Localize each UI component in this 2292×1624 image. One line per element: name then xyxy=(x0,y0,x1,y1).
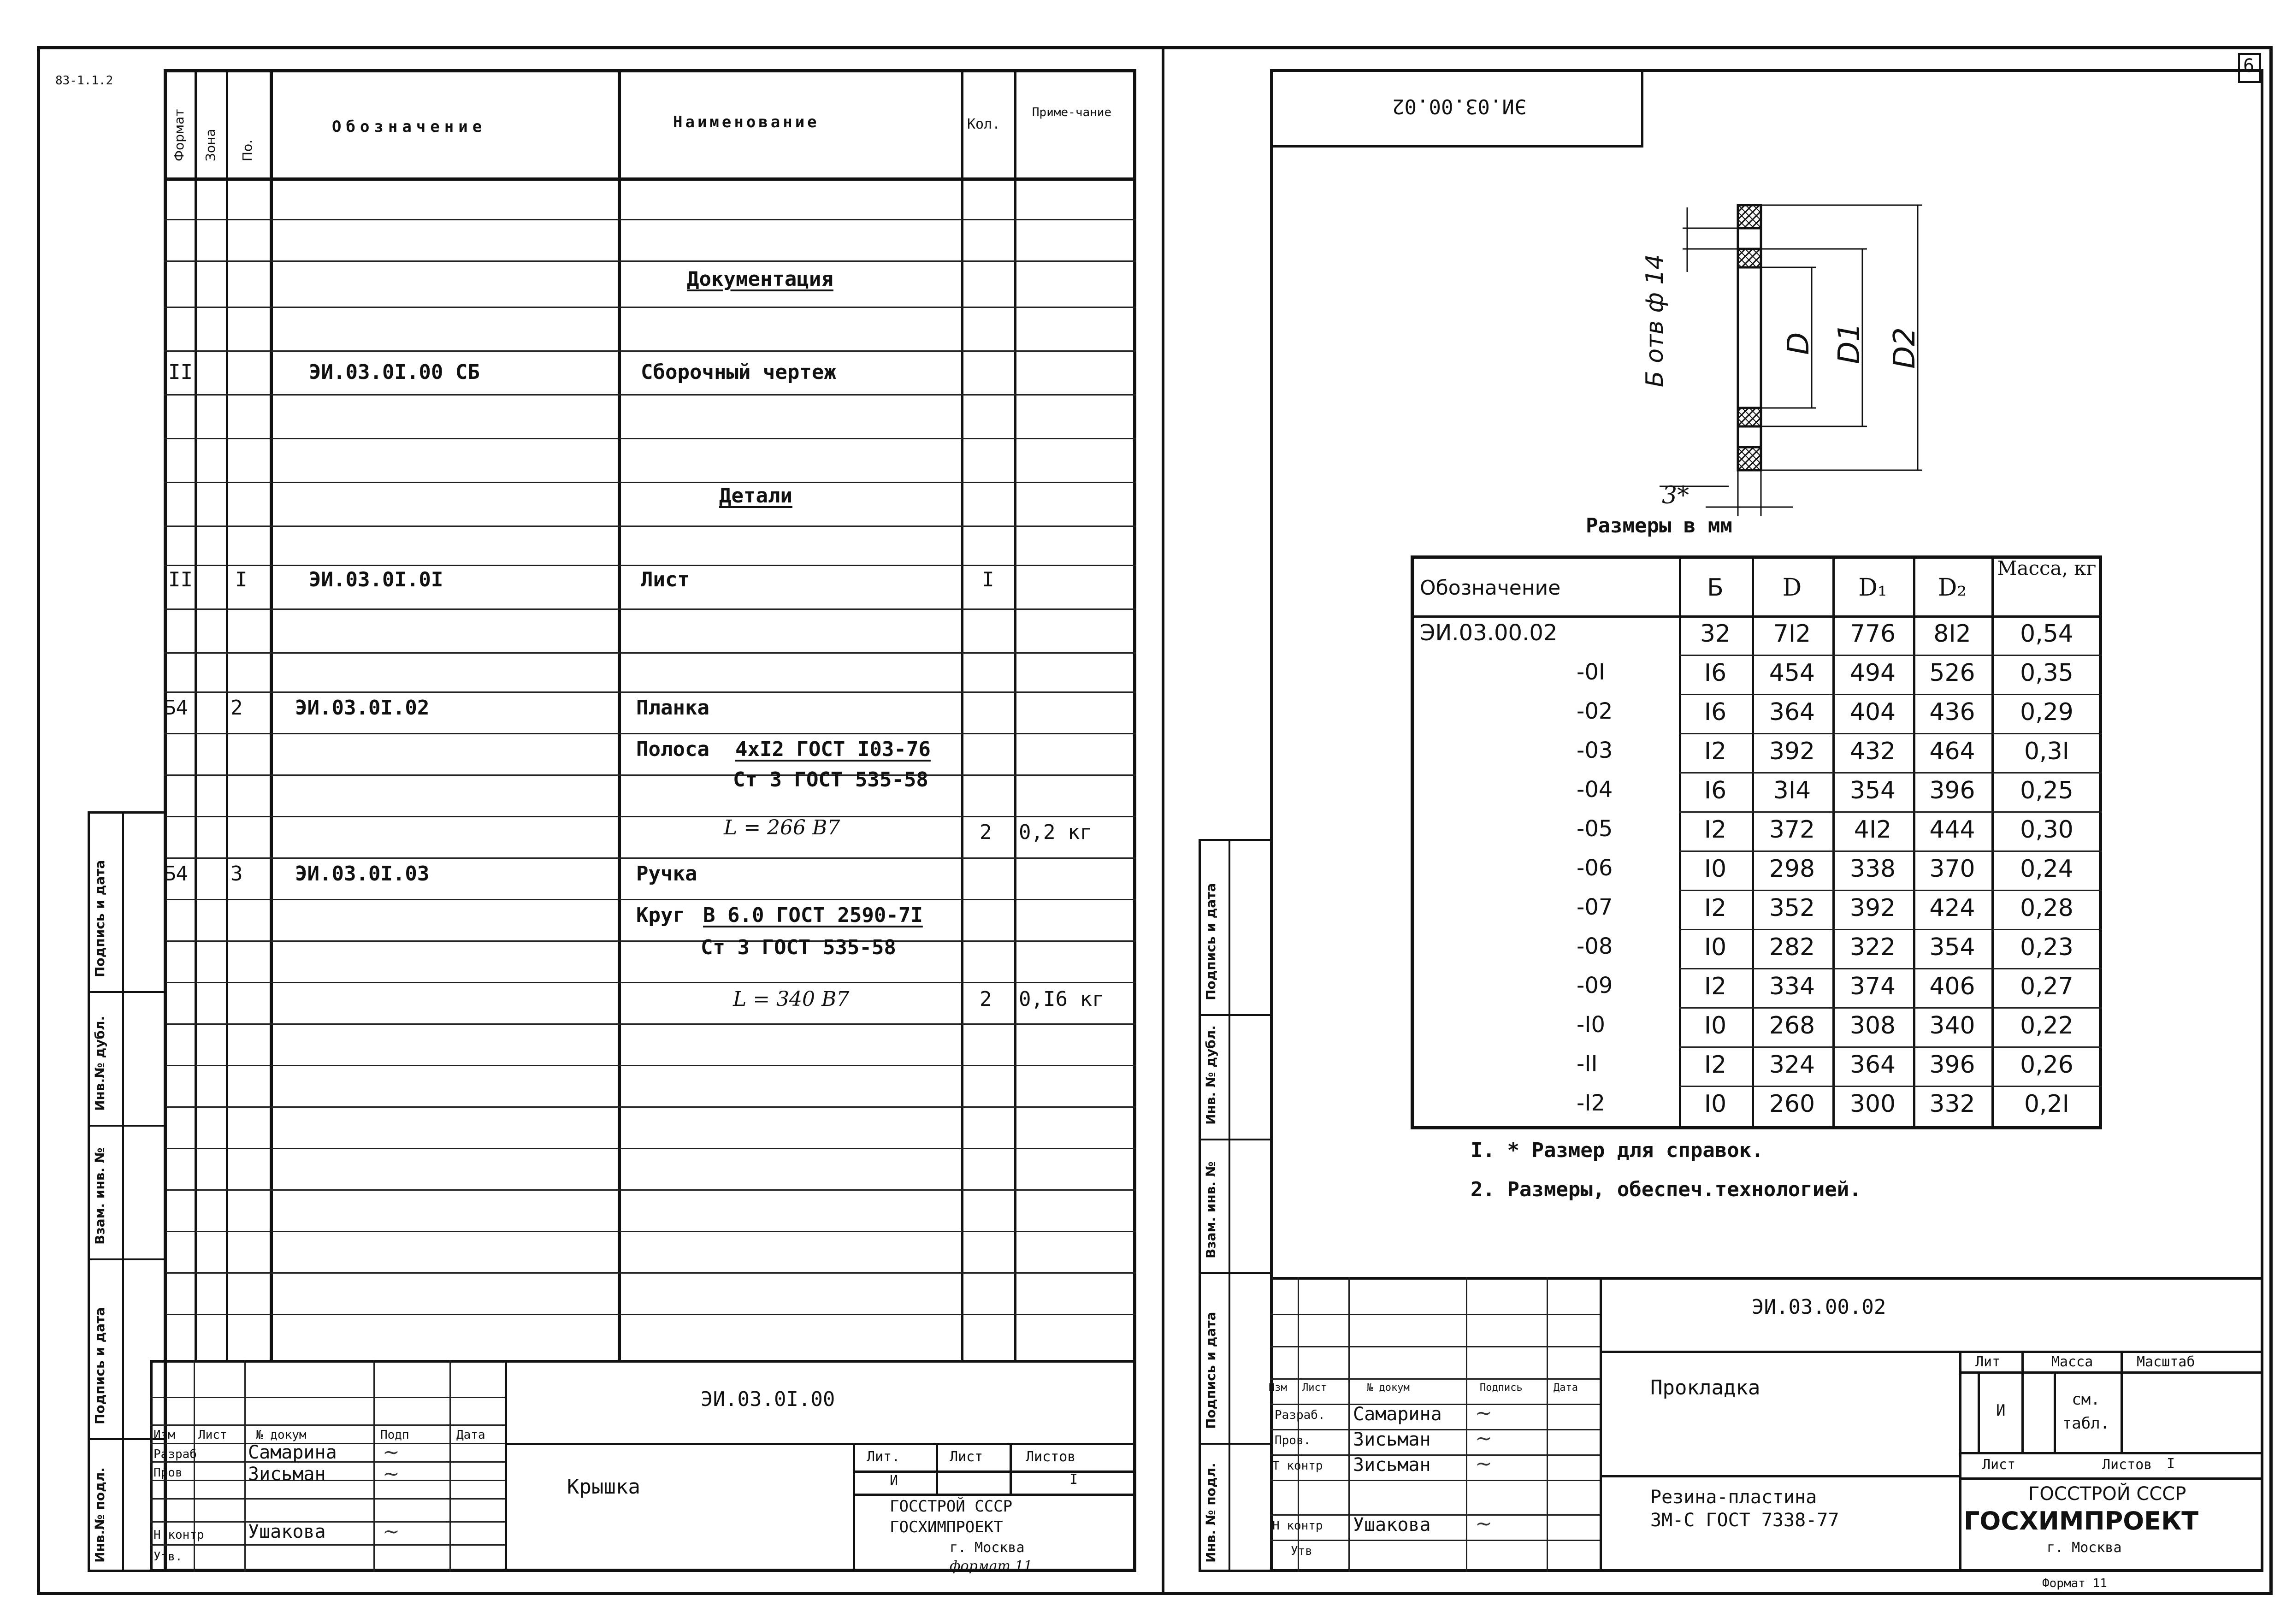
tb-sheets: Листов xyxy=(2102,1457,2152,1473)
tb-header: Лист xyxy=(198,1428,227,1442)
tb-person: Ушакова xyxy=(248,1521,326,1542)
signature-icon: ~ xyxy=(1475,1427,1492,1450)
tr-mass: 0,22 xyxy=(2020,1012,2073,1039)
row-line xyxy=(1679,772,2102,774)
row-pos: 3 xyxy=(230,862,243,886)
row-line xyxy=(1679,694,2102,695)
tb-line xyxy=(449,1360,451,1572)
col-line xyxy=(226,69,228,1360)
signature-icon: ~ xyxy=(1475,1401,1492,1425)
row-qty: 2 xyxy=(980,987,992,1011)
tb-line xyxy=(853,1494,1136,1496)
length-spec: L = 266 В7 xyxy=(724,816,840,839)
side-label: Подпись и дата xyxy=(92,1307,107,1424)
tr-d: 282 xyxy=(1769,933,1815,961)
tb-line xyxy=(2021,1351,2024,1452)
tr-designation: -05 xyxy=(1577,816,1613,842)
mirrored-code: ЭИ.03.00.02 xyxy=(1392,94,1527,118)
tr-d1: 494 xyxy=(1849,659,1896,687)
tb-org1: ГОССТРОЙ СССР xyxy=(890,1497,1013,1516)
row-format: Б4 xyxy=(164,696,188,720)
th-d2: D₂ xyxy=(1938,574,1967,602)
tb-header: Лист xyxy=(1302,1382,1327,1394)
tb-role: Утв. xyxy=(154,1550,183,1564)
tb-line xyxy=(1270,1514,1600,1516)
section-details: Детали xyxy=(719,484,792,508)
tb-line xyxy=(1959,1371,2263,1374)
tb-person: Зисьман xyxy=(1353,1429,1431,1450)
header-pos: По. xyxy=(240,139,255,161)
tr-mass: 0,54 xyxy=(2020,620,2073,648)
tb-role: Утв xyxy=(1291,1544,1312,1558)
row-name: Лист xyxy=(641,568,690,591)
dimension-lines xyxy=(1660,205,1922,516)
tb-org2: ГОСХИМПРОЕКТ xyxy=(890,1518,1003,1536)
tr-d2: 332 xyxy=(1929,1090,1975,1118)
tr-mass: 0,25 xyxy=(2020,777,2073,804)
tb-mass: Масса xyxy=(2051,1354,2093,1370)
tr-d: 372 xyxy=(1769,816,1815,844)
tr-d: 268 xyxy=(1769,1012,1815,1039)
side-label: Инв.№ подл. xyxy=(92,1467,107,1563)
tr-b: I0 xyxy=(1704,933,1727,961)
tb-header: № докум xyxy=(256,1428,307,1442)
side-strip-line xyxy=(1199,1139,1272,1140)
tb-code: ЭИ.03.00.02 xyxy=(1752,1295,1886,1319)
tr-b: I2 xyxy=(1704,973,1727,1000)
tb-person: Самарина xyxy=(1353,1404,1442,1425)
tb-person: Зисьман xyxy=(1353,1454,1431,1476)
note-1: I. * Размер для справок. xyxy=(1471,1139,1764,1162)
tr-mass: 0,3I xyxy=(2024,738,2070,765)
header-note: Приме-чание xyxy=(1032,106,1112,119)
gasket-body xyxy=(1738,205,1761,470)
tr-d2: 396 xyxy=(1929,1051,1975,1079)
tb-role: Н контр xyxy=(154,1528,204,1542)
tr-b: I6 xyxy=(1704,698,1727,726)
row-qty: I xyxy=(982,568,994,591)
side-strip-line xyxy=(122,811,124,1572)
tr-d2: 464 xyxy=(1929,738,1975,765)
row-note: 0,2 кг xyxy=(1019,821,1092,844)
tb-line xyxy=(2054,1371,2056,1452)
row-line xyxy=(1679,1046,2102,1048)
tr-designation: -03 xyxy=(1577,738,1613,763)
tb-line xyxy=(150,1544,505,1546)
signature-icon: ~ xyxy=(383,1462,400,1486)
tr-d2: 370 xyxy=(1929,855,1975,883)
tb-org2: ГОСХИМПРОЕКТ xyxy=(1964,1506,2199,1535)
tr-d2: 8I2 xyxy=(1933,620,1971,648)
tb-line xyxy=(1270,1454,1600,1456)
row-line xyxy=(1679,929,2102,930)
tb-line xyxy=(244,1360,246,1572)
tr-d: 392 xyxy=(1769,738,1815,765)
side-label: Инв. № подл. xyxy=(1203,1463,1218,1563)
tb-city: г. Москва xyxy=(950,1540,1025,1556)
header-designation: Обозначение xyxy=(332,118,487,136)
row-name: Сборочный чертеж xyxy=(641,360,836,384)
tr-d1: 300 xyxy=(1849,1090,1896,1118)
row-line xyxy=(1679,733,2102,734)
tb-role: Н контр xyxy=(1272,1519,1323,1533)
tb-mass-value: см. табл. xyxy=(2062,1390,2110,1433)
col-line xyxy=(195,69,197,1360)
row-format: II xyxy=(168,360,193,384)
tr-d: 7I2 xyxy=(1773,620,1811,648)
tr-d1: 338 xyxy=(1849,855,1896,883)
tb-role: Т контр xyxy=(1272,1459,1323,1473)
tr-d2: 354 xyxy=(1929,933,1975,961)
header-bottom-line xyxy=(164,177,1136,181)
tb-line xyxy=(1270,1378,1600,1380)
tb-line xyxy=(1270,1540,1600,1541)
header-name: Наименование xyxy=(673,113,820,131)
tb-line xyxy=(1600,1475,1959,1477)
tr-d: 298 xyxy=(1769,855,1815,883)
tr-designation: -I0 xyxy=(1577,1012,1606,1038)
material-spec: В 6.0 ГОСТ 2590-7I xyxy=(703,904,923,927)
tb-header: Изм xyxy=(1269,1382,1287,1394)
tr-mass: 0,2I xyxy=(2024,1090,2070,1118)
tr-designation: -08 xyxy=(1577,933,1613,959)
side-label: Подпись и дата xyxy=(92,860,107,977)
tb-lit: Лит xyxy=(1975,1354,2001,1370)
th-b: Б xyxy=(1707,574,1724,602)
row-format: Б4 xyxy=(164,862,188,886)
material-grade: Ст 3 ГОСТ 535-58 xyxy=(701,936,896,959)
tb-lit: Лит. xyxy=(867,1449,900,1465)
tb-scale: Масштаб xyxy=(2137,1354,2195,1370)
tr-b: 32 xyxy=(1700,620,1731,648)
dim-d2: D2 xyxy=(1888,327,1922,369)
tb-line xyxy=(1959,1477,2263,1480)
header-format: Формат xyxy=(171,109,187,161)
tb-line xyxy=(936,1443,938,1494)
tr-mass: 0,29 xyxy=(2020,698,2073,726)
tb-line xyxy=(1959,1351,1961,1572)
tr-d2: 340 xyxy=(1929,1012,1975,1039)
row-designation: ЭИ.03.0I.02 xyxy=(295,696,430,720)
header-qty: Кол. xyxy=(967,116,1001,132)
tr-designation: -07 xyxy=(1577,894,1613,920)
tr-b: I0 xyxy=(1704,1012,1727,1039)
tr-designation: -04 xyxy=(1577,777,1613,803)
tb-header: Дата xyxy=(456,1428,485,1442)
signature-icon: ~ xyxy=(383,1441,400,1464)
side-strip-line xyxy=(1229,839,1230,1572)
tb-person: Ушакова xyxy=(1353,1514,1431,1535)
tb-sheet: Лист xyxy=(950,1449,983,1465)
tr-d2: 436 xyxy=(1929,698,1975,726)
tr-designation: -09 xyxy=(1577,973,1613,998)
tb-line xyxy=(1270,1346,1600,1347)
row-line xyxy=(1679,890,2102,891)
dim-thickness: 3* xyxy=(1662,482,1689,509)
th-mass: Масса, кг xyxy=(1997,557,2097,579)
note-2: 2. Размеры, обеспеч.технологией. xyxy=(1471,1178,1861,1201)
corner-mark: 83-1.1.2 xyxy=(55,74,113,88)
row-pos: I xyxy=(235,568,248,591)
tr-d: 352 xyxy=(1769,894,1815,922)
tb-line xyxy=(150,1480,505,1481)
tr-mass: 0,28 xyxy=(2020,894,2073,922)
page-number: 6 xyxy=(2243,55,2255,77)
tr-b: I2 xyxy=(1704,894,1727,922)
col-line xyxy=(618,69,621,1360)
tr-b: I2 xyxy=(1704,816,1727,844)
tr-mass: 0,35 xyxy=(2020,659,2073,687)
tb-line xyxy=(150,1424,505,1426)
tb-code: ЭИ.03.0I.00 xyxy=(701,1388,835,1411)
tr-b: I6 xyxy=(1704,777,1727,804)
tb-header: № докум xyxy=(1367,1382,1410,1394)
tb-format-note: Формат 11 xyxy=(2042,1577,2107,1590)
col-line xyxy=(961,69,963,1360)
row-designation: ЭИ.03.0I.00 СБ xyxy=(309,360,480,384)
tb-role: Пров xyxy=(154,1466,183,1480)
units-note: Размеры в мм xyxy=(1586,514,1732,537)
side-label: Взам. инв. № xyxy=(92,1147,107,1245)
tb-material-1: Резина-пластина xyxy=(1650,1487,1817,1508)
tb-line xyxy=(2121,1351,2123,1452)
tr-d1: 308 xyxy=(1849,1012,1896,1039)
material-name: Полоса xyxy=(636,738,709,761)
tb-line xyxy=(505,1443,1136,1445)
tb-line xyxy=(1270,1314,1600,1315)
tr-d2: 444 xyxy=(1929,816,1975,844)
tb-line xyxy=(1270,1429,1600,1430)
tr-d: 324 xyxy=(1769,1051,1815,1079)
sheet-divider xyxy=(1162,46,1164,1595)
row-line xyxy=(1679,968,2102,969)
row-line xyxy=(1411,615,2102,618)
tb-line xyxy=(1547,1277,1548,1572)
tr-d: 454 xyxy=(1769,659,1815,687)
tb-top-line xyxy=(1270,1277,2263,1280)
tb-line xyxy=(150,1498,505,1500)
col-line xyxy=(270,69,273,1360)
dim-d1: D1 xyxy=(1832,323,1867,364)
tr-designation: ЭИ.03.00.02 xyxy=(1420,620,1558,646)
tr-mass: 0,26 xyxy=(2020,1051,2073,1079)
tr-designation: -I2 xyxy=(1577,1090,1606,1116)
tr-d1: 432 xyxy=(1849,738,1896,765)
tr-d: 3I4 xyxy=(1773,777,1811,804)
tb-header: Изм xyxy=(154,1428,175,1442)
signature-icon: ~ xyxy=(383,1520,400,1543)
tr-b: I6 xyxy=(1704,659,1727,687)
tb-line xyxy=(1978,1371,1980,1452)
tr-designation: -0I xyxy=(1577,659,1606,685)
tb-line xyxy=(1600,1277,1602,1572)
tr-d: 260 xyxy=(1769,1090,1815,1118)
side-label: Инв. № дубл. xyxy=(1203,1025,1218,1125)
row-line xyxy=(1679,1007,2102,1009)
tb-person: Зисьман xyxy=(248,1464,326,1485)
tb-format-note: формат 11 xyxy=(950,1558,1033,1574)
tr-d: 364 xyxy=(1769,698,1815,726)
tr-designation: -02 xyxy=(1577,698,1613,724)
side-strip-line xyxy=(1199,1014,1272,1016)
header-zone: Зона xyxy=(203,129,218,161)
tr-designation: -06 xyxy=(1577,855,1613,881)
tr-d1: 392 xyxy=(1849,894,1896,922)
row-qty: 2 xyxy=(980,821,992,844)
tr-d1: 776 xyxy=(1849,620,1896,648)
tb-sheets-value: I xyxy=(2167,1456,2175,1472)
tb-sheet: Лист xyxy=(1982,1457,2016,1473)
tr-b: I0 xyxy=(1704,1090,1727,1118)
side-strip-line xyxy=(88,991,166,993)
tr-d1: 354 xyxy=(1849,777,1896,804)
row-designation: ЭИ.03.0I.0I xyxy=(309,568,443,591)
row-line xyxy=(1679,850,2102,852)
row-designation: ЭИ.03.0I.03 xyxy=(295,862,430,886)
side-label: Взам. инв. № xyxy=(1203,1161,1218,1258)
length-spec: L = 340 В7 xyxy=(733,987,850,1011)
tb-line xyxy=(150,1521,505,1523)
row-name: Ручка xyxy=(636,862,697,886)
signature-icon: ~ xyxy=(1475,1452,1492,1476)
row-line xyxy=(1679,811,2102,813)
tr-mass: 0,30 xyxy=(2020,816,2073,844)
tr-b: I2 xyxy=(1704,738,1727,765)
tb-line xyxy=(373,1360,375,1572)
tb-line xyxy=(1348,1277,1350,1572)
tr-d1: 4I2 xyxy=(1854,816,1892,844)
tb-line xyxy=(1270,1480,1600,1481)
tr-d1: 404 xyxy=(1849,698,1896,726)
tr-mass: 0,27 xyxy=(2020,973,2073,1000)
tr-b: I0 xyxy=(1704,855,1727,883)
tb-line xyxy=(1600,1351,2263,1353)
tb-line xyxy=(1010,1443,1012,1494)
row-note: 0,I6 кг xyxy=(1019,987,1105,1011)
hole-note: Б отв ф 14 xyxy=(1641,254,1669,387)
tb-line xyxy=(853,1443,855,1572)
signature-icon: ~ xyxy=(1475,1512,1492,1535)
material-spec: 4хI2 ГОСТ I03-76 xyxy=(735,738,931,761)
tr-d1: 374 xyxy=(1849,973,1896,1000)
tb-title: Крышка xyxy=(567,1475,640,1499)
tr-d2: 396 xyxy=(1929,777,1975,804)
row-line xyxy=(1679,1086,2102,1087)
tr-d: 334 xyxy=(1769,973,1815,1000)
side-strip-line xyxy=(1199,1272,1272,1274)
tb-header: Подп xyxy=(380,1428,409,1442)
row-format: II xyxy=(168,568,193,591)
side-strip-line xyxy=(1199,1443,1272,1445)
tr-mass: 0,23 xyxy=(2020,933,2073,961)
tr-d1: 322 xyxy=(1849,933,1896,961)
tb-header: Дата xyxy=(1554,1382,1578,1394)
th-d1: D₁ xyxy=(1858,574,1887,602)
section-documentation: Документация xyxy=(687,267,833,291)
tr-d2: 526 xyxy=(1929,659,1975,687)
tb-line xyxy=(1959,1452,2263,1454)
tb-org1: ГОССТРОЙ СССР xyxy=(2028,1483,2186,1505)
tb-city: г. Москва xyxy=(2047,1540,2122,1556)
row-pos: 2 xyxy=(230,696,243,720)
side-label: Инв.№ дубл. xyxy=(92,1016,107,1111)
tb-role: Пров. xyxy=(1275,1434,1311,1447)
tb-role: Разраб xyxy=(154,1447,197,1461)
dim-d: D xyxy=(1782,332,1816,355)
row-name: Планка xyxy=(636,696,709,720)
tb-material-2: 3М-С ГОСТ 7338-77 xyxy=(1650,1510,1839,1531)
th-d: D xyxy=(1782,574,1802,602)
material-name: Круг xyxy=(636,904,685,927)
side-label: Подпись и дата xyxy=(1203,1311,1218,1429)
tb-title: Прокладка xyxy=(1650,1376,1760,1400)
tb-sheets: Листов xyxy=(1026,1449,1076,1465)
tr-d1: 364 xyxy=(1849,1051,1896,1079)
th-designation: Обозначение xyxy=(1420,576,1561,600)
col-line xyxy=(1014,69,1016,1360)
material-grade: Ст 3 ГОСТ 535-58 xyxy=(733,768,928,791)
tb-line xyxy=(505,1360,507,1572)
tr-b: I2 xyxy=(1704,1051,1727,1079)
tb-line xyxy=(1466,1277,1467,1572)
tb-line xyxy=(150,1397,505,1398)
tb-lit-value: И xyxy=(1996,1401,2006,1420)
tr-mass: 0,24 xyxy=(2020,855,2073,883)
tr-d2: 406 xyxy=(1929,973,1975,1000)
tb-person: Самарина xyxy=(248,1442,337,1463)
tb-lit-value: И xyxy=(890,1473,898,1489)
tb-sheets-value: I xyxy=(1069,1471,1078,1488)
tb-header: Подпись xyxy=(1480,1382,1523,1394)
tr-d2: 424 xyxy=(1929,894,1975,922)
side-strip-line xyxy=(88,1125,166,1127)
side-strip-line xyxy=(88,1258,166,1260)
side-label: Подпись и дата xyxy=(1203,883,1218,1000)
row-line xyxy=(1679,655,2102,656)
tr-designation: -II xyxy=(1577,1051,1598,1077)
tb-role: Разраб. xyxy=(1275,1408,1325,1422)
